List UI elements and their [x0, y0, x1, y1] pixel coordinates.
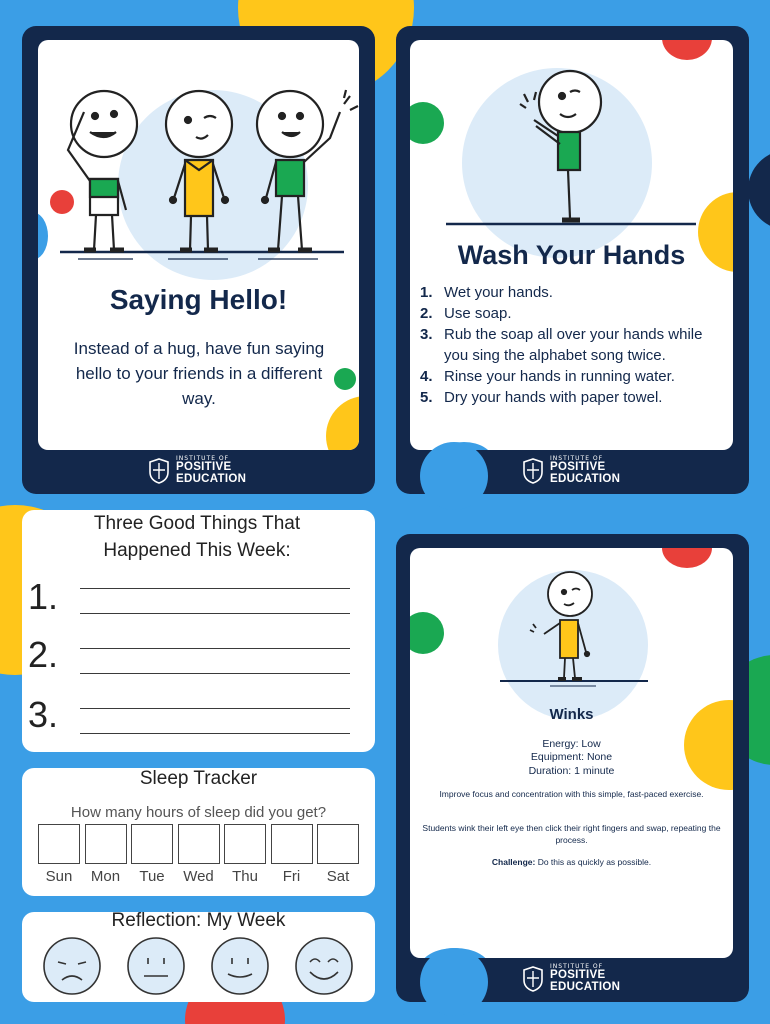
winks-instructions: Students wink their left eye then click their right fingers and swap, repeating the process. — [422, 823, 721, 845]
logo-line1: INSTITUTE OF — [550, 455, 604, 462]
crest-icon — [148, 458, 170, 484]
wash-step — [420, 366, 725, 387]
logo-line3: EDUCATION — [550, 980, 621, 993]
winks-challenge-label: Challenge: — [491, 857, 536, 867]
winks-title: Winks — [549, 706, 594, 723]
green-accent-dot — [334, 368, 356, 390]
winks-challenge-text: Do this as quickly as possible. — [535, 857, 652, 867]
crest-icon — [522, 966, 544, 992]
sleep-tracker-panel — [22, 768, 375, 896]
writing-line-3b[interactable] — [80, 733, 350, 734]
winks-energy: Energy: Low — [542, 738, 601, 750]
wash-step — [420, 387, 725, 408]
saying-hello-title: Saying Hello! — [109, 284, 288, 315]
card-winks-content — [410, 548, 733, 958]
winks-duration: Duration: 1 minute — [528, 765, 615, 777]
writing-line-1b[interactable] — [80, 613, 350, 614]
wash-step-text: Rinse your hands in running water. — [444, 368, 675, 385]
card-saying-hello-content — [38, 40, 359, 450]
sleep-hours-box[interactable] — [38, 824, 80, 864]
day-label: Sat — [326, 868, 350, 885]
writing-line-1a[interactable] — [80, 588, 350, 589]
number-2: 2. — [28, 634, 59, 675]
day-label: Tue — [139, 868, 165, 885]
day-label: Wed — [183, 868, 214, 885]
blue-circle-overlap — [420, 442, 488, 510]
logo-line2: POSITIVE — [550, 969, 606, 981]
wash-step-number: 3. — [420, 326, 433, 343]
wash-step — [420, 303, 725, 324]
reflection-panel — [22, 912, 375, 1002]
sleep-hours-box[interactable] — [224, 824, 266, 864]
card-saying-hello — [22, 26, 375, 494]
saying-hello-body: Instead of a hug, have fun saying hello to your friends in a different way. — [73, 339, 325, 408]
day-label: Mon — [90, 868, 121, 885]
three-good-things-title: Three Good Things That Happened This Week: — [93, 513, 301, 561]
logo-line2: POSITIVE — [176, 461, 232, 473]
sleep-hours-box[interactable] — [271, 824, 313, 864]
sleep-hours-box[interactable] — [317, 824, 359, 864]
sleep-hours-box[interactable] — [85, 824, 127, 864]
wash-step-text: Wet your hands. — [444, 284, 553, 301]
logo-line3: EDUCATION — [176, 472, 247, 485]
winks-description: Improve focus and concentration with this simple, fast-paced exercise. — [439, 789, 704, 799]
institute-logo — [522, 456, 620, 485]
wash-step — [420, 282, 725, 303]
neutral-face-icon[interactable] — [126, 936, 186, 996]
sleep-tracker-title: Sleep Tracker — [139, 768, 258, 789]
sleep-hours-box[interactable] — [131, 824, 173, 864]
bg-navy-dot-right — [748, 150, 770, 230]
number-3: 3. — [28, 694, 59, 735]
institute-logo — [522, 964, 620, 993]
blue-circle-overlap — [420, 948, 488, 1016]
writing-line-2a[interactable] — [80, 648, 350, 649]
wash-step-number: 4. — [420, 368, 433, 385]
happy-face-icon[interactable] — [294, 936, 354, 996]
sleep-hours-box[interactable] — [178, 824, 220, 864]
wash-hands-title: Wash Your Hands — [457, 240, 686, 270]
wash-step-text: Dry your hands with paper towel. — [444, 389, 663, 406]
wash-step — [420, 324, 725, 366]
logo-line2: POSITIVE — [550, 461, 606, 473]
number-1: 1. — [28, 576, 59, 617]
card-wash-hands — [396, 26, 749, 494]
crest-icon — [522, 458, 544, 484]
three-good-things-panel — [22, 510, 375, 752]
winks-equipment: Equipment: None — [530, 751, 613, 763]
wash-step-number: 5. — [420, 389, 433, 406]
logo-line3: EDUCATION — [550, 472, 621, 485]
reflection-title: Reflection: My Week — [111, 910, 286, 931]
writing-line-3a[interactable] — [80, 708, 350, 709]
day-label: Fri — [282, 868, 301, 885]
wash-hands-steps — [420, 282, 725, 408]
handwashing-figure-illustration — [410, 40, 733, 240]
day-label: Thu — [232, 868, 258, 885]
sad-face-icon[interactable] — [42, 936, 102, 996]
day-label: Sun — [45, 868, 73, 885]
card-winks — [396, 534, 749, 1002]
winking-figure-illustration — [410, 548, 733, 698]
wash-step-number: 1. — [420, 284, 433, 301]
yellow-accent-dot — [326, 396, 359, 450]
writing-line-2b[interactable] — [80, 673, 350, 674]
sleep-question: How many hours of sleep did you get? — [70, 804, 327, 821]
winks-challenge — [410, 857, 733, 867]
wash-step-text: Use soap. — [444, 305, 512, 322]
three-waving-figures-illustration — [38, 40, 359, 280]
institute-logo — [148, 456, 246, 485]
wash-step-number: 2. — [420, 305, 433, 322]
slight-smile-face-icon[interactable] — [210, 936, 270, 996]
wash-step-text: Rub the soap all over your hands while you sing the alphabet song twice. — [444, 326, 703, 364]
logo-line1: INSTITUTE OF — [176, 455, 230, 462]
red-accent-dot — [50, 190, 74, 214]
logo-line1: INSTITUTE OF — [550, 963, 604, 970]
card-wash-hands-content — [410, 40, 733, 450]
